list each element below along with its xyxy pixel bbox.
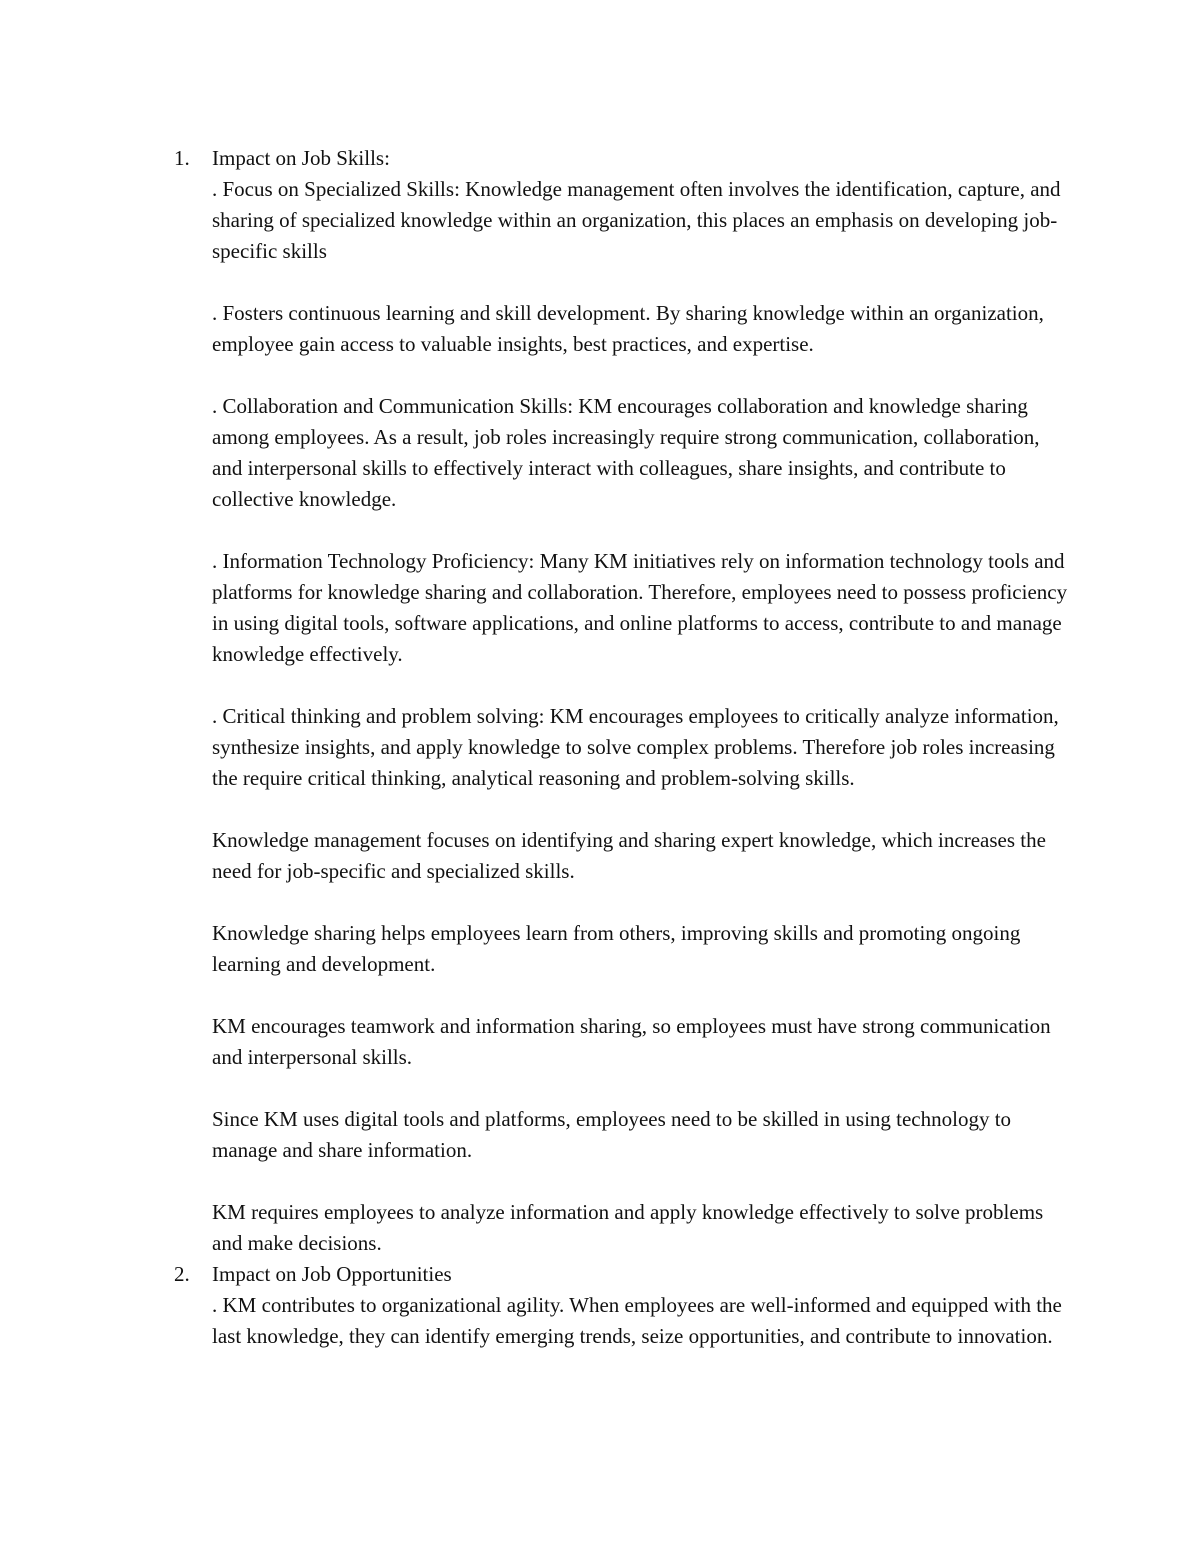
section-heading-job-opportunities: Impact on Job Opportunities: [212, 1262, 452, 1286]
paragraph-summary-teamwork: KM encourages teamwork and information sharing, so employees must have strong communication and interpersonal skills.: [212, 1014, 1051, 1069]
paragraph-it-proficiency: . Information Technology Proficiency: Many KM initiatives rely on information technology tools and platforms for knowledge sharing and collaboration. Therefore, employees need to possess proficiency in using digital tools, software applications, and online platforms to access, contribute to and manage knowledge effectively.: [212, 549, 1068, 666]
list-number: 1.: [174, 146, 190, 170]
paragraph-collaboration-skills: . Collaboration and Communication Skills: KM encourages collaboration and knowledge sharing among employees. As a result, job roles increasingly require strong communication, collaboration, and interpersonal skills to effectively interact with colleagues, share insights, and contribute to collective knowledge.: [212, 394, 1040, 511]
paragraph-continuous-learning: . Fosters continuous learning and skill development. By sharing knowledge within an organization, employee gain access to valuable insights, best practices, and expertise.: [212, 301, 1044, 356]
paragraph-summary-specialized: Knowledge management focuses on identifying and sharing expert knowledge, which increases the need for job-specific and specialized skills.: [212, 828, 1046, 883]
paragraph-specialized-skills: . Focus on Specialized Skills: Knowledge management often involves the identification, capture, and sharing of specialized knowledge within an organization, this places an emphasis on developing job-specific skills: [212, 177, 1061, 263]
paragraph-summary-problem-solving: KM requires employees to analyze information and apply knowledge effectively to solve problems and make decisions.: [212, 1200, 1044, 1255]
paragraph-organizational-agility: . KM contributes to organizational agility. When employees are well-informed and equipped with the last knowledge, they can identify emerging trends, seize opportunities, and contribute to innovation.: [212, 1293, 1062, 1348]
section-heading-job-skills: Impact on Job Skills:: [212, 146, 390, 170]
numbered-list: [174, 143, 1074, 1352]
list-item-job-skills: [174, 143, 1074, 1259]
list-item-job-opportunities: [174, 1259, 1074, 1352]
paragraph-summary-learning: Knowledge sharing helps employees learn from others, improving skills and promoting ongoing learning and development.: [212, 921, 1021, 976]
paragraph-critical-thinking: . Critical thinking and problem solving: KM encourages employees to critically analyze information, synthesize insights, and apply knowledge to solve complex problems. Therefore job roles increasing the require critical thinking, analytical reasoning and problem-solving skills.: [212, 704, 1059, 790]
paragraph-summary-digital-tools: Since KM uses digital tools and platforms, employees need to be skilled in using technology to manage and share information.: [212, 1107, 1012, 1162]
list-number: 2.: [174, 1262, 190, 1286]
